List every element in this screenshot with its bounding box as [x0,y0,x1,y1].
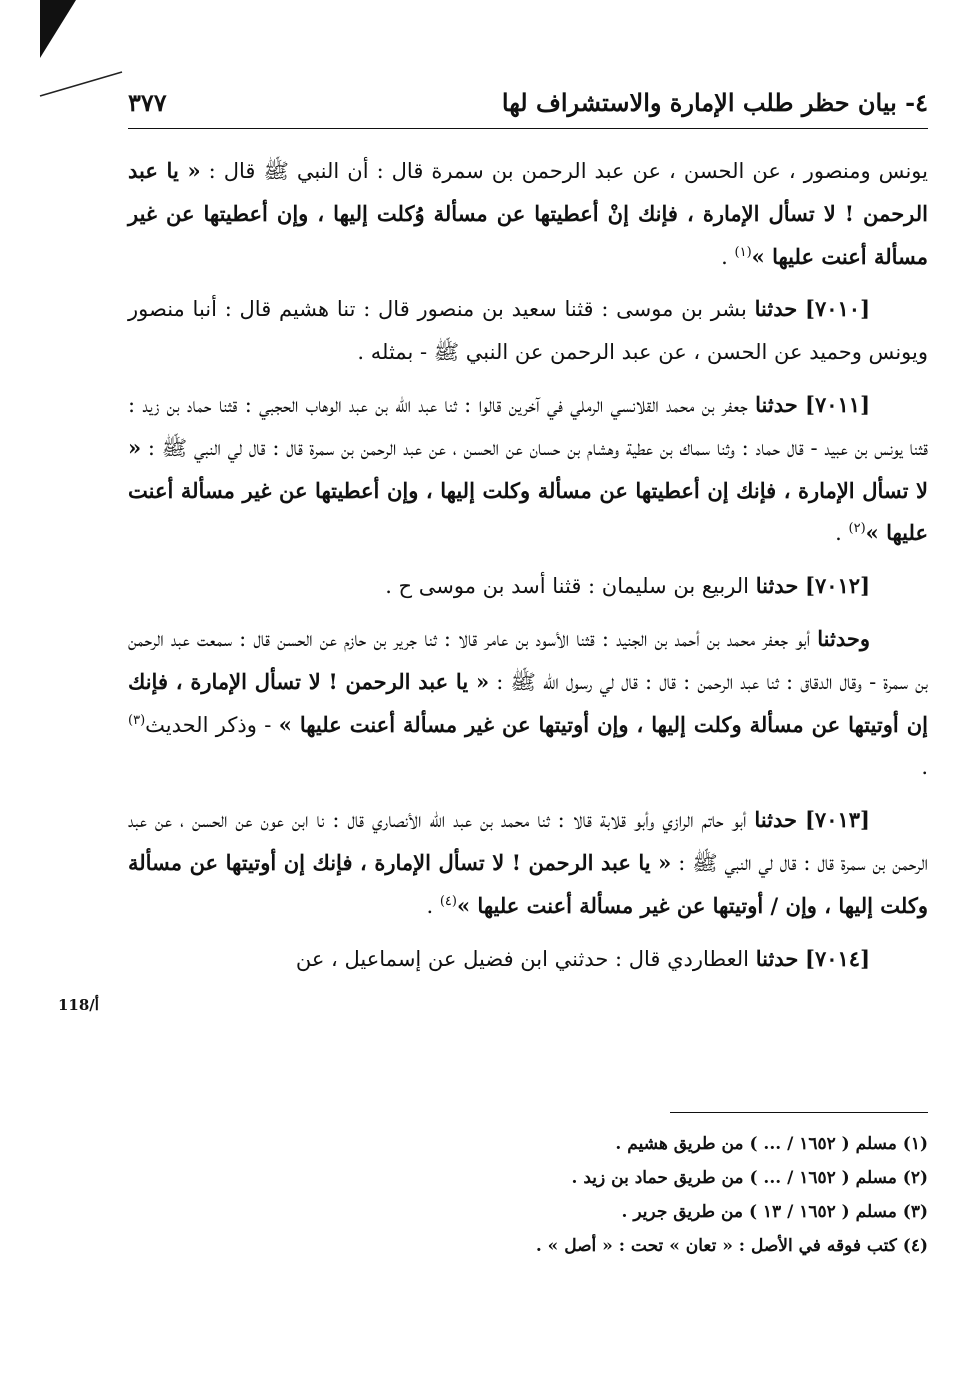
text: العطاردي قال : حدثني ابن فضيل عن إسماعيل ، عن [295,946,750,971]
footnote-ref-4: (٤) [439,893,457,909]
text: . [426,893,440,918]
narration-marker: حدثنا [755,391,798,417]
text: أبو حاتم الرازي وأبو قلابة قالا : ثنا محمد بن عبد اللّٰه الأنصاري قال : نا ابن عون عن الحسن ، عن عبد الرحمن بن سمرة قال : قال لي النبي ﷺ : [128,808,928,875]
hadith-text: « لا تسأل الإمارة ، فإنك إن أعطيتها عن مسألة وكلت إليها ، وإن أعطيتها عن غير مسألة أعنت عليها » [128,434,928,546]
footnote-ref-1: (١) [734,244,752,260]
hadith-number: [٧٠١٢] [805,573,870,599]
text: الربيع بن سليمان : قثنا أسد بن موسى ح . [385,574,750,599]
paragraph-7014 [128,938,928,981]
footnote-separator [670,1112,928,1113]
hadith-number: [٧٠١٤] [805,945,870,971]
paragraph-7013 [128,799,928,927]
narration-marker: حدثنا [755,573,799,599]
narration-marker: وحدثنا [817,625,870,651]
paragraph-7011 [128,384,928,555]
footnotes [128,1127,928,1263]
header-rule [128,128,928,129]
main-text [128,150,928,990]
text: بشر بن موسى : قثنا سعيد بن منصور قال : تنا هشيم قال : أنبا منصور ويونس وحميد عن الحسن ، عن عبد الرحمن عن النبي ﷺ - بمثله . [128,297,928,365]
text: . [921,755,928,780]
narration-marker: حدثنا [754,296,798,322]
chapter-title: ٤- بيان حظر طلب الإمارة والاستشراف لها [501,87,928,117]
footnote-ref-2: (٢) [848,521,866,537]
text: أبو جعفر محمد بن أحمد بن الجنيد : قثنا الأسود بن عامر قالا : ثنا جرير بن حازم عن الحسن قال : سمعت عبد الرحمن بن سمرة - وقال الدقاق : ثنا عبد الرحمن : قال : قال لي رسول اللّٰه ﷺ : [128,626,928,694]
text: . [721,244,735,269]
page-corner-mark [0,0,130,110]
footnote-1: (١) مسلم ( ١٦٥٢ / ... ) من طريق هشيم . [615,1134,928,1154]
text: . [835,521,849,546]
paragraph-1 [128,150,928,278]
hadith-number: [٧٠١٠] [805,296,870,322]
text: - وذكر الحديث [145,712,279,737]
paragraph-7010 [128,288,928,374]
hadith-text: « يا عبد الرحمن ! لا تسأل الإمارة ، فإنك إنْ أعطيتها عن مسألة وُكلت إليها ، وإن أعطيتها عن غير مسألة أعنت عليها » [128,158,928,269]
footnote-ref-3: (٣) [128,712,146,728]
hadith-number: [٧٠١١] [805,391,870,417]
footnote-4: (٤) كتب فوقه في الأصل : « تعان » تحت : « أصل » . [535,1236,928,1256]
narration-marker: حدثنا [754,807,798,833]
paragraph-7012-b [128,618,928,789]
hadith-text: « يا عبد الرحمن ! لا تسأل الإمارة ، فإنك إن أوتيتها عن مسألة وكلت إليها ، وإن أوتيتها عن غير مسألة أعنت عليها » [128,668,928,737]
hadith-number: [٧٠١٣] [804,807,870,833]
manuscript-folio-note: 118/أ [58,996,99,1014]
text: يونس ومنصور ، عن الحسن ، عن عبد الرحمن بن سمرة قال : أن النبي ﷺ قال : [208,159,928,183]
paragraph-7012 [128,565,928,608]
footnote-3: (٣) مسلم ( ١٦٥٢ / ١٣ ) من طريق جرير . [621,1202,928,1222]
narration-marker: حدثنا [755,945,799,971]
footnote-2: (٢) مسلم ( ١٦٥٢ / ... ) من طريق حماد بن زيد . [571,1168,928,1188]
page-number: ٣٧٧ [128,87,167,117]
text: جعفر بن محمد القلانسي الرملي في آخرين قالوا : ثنا عبد اللّٰه بن عبد الوهاب الحجبي : قثنا حماد بن زيد : قثنا يونس بن عبيد - قال حماد : وثنا سماك بن عطية وهشام بن حسان عن الحسن ، عن عبد الرحمن بن سمرة قال : قال لي النبي ﷺ : [128,392,928,460]
hadith-text: « يا عبد الرحمن ! لا تسأل الإمارة ، فإنك إن أوتيتها عن مسألة وكلت إليها ، وإن / أوتيتها عن غير مسألة أعنت عليها » [128,849,928,918]
page-header [128,80,928,124]
